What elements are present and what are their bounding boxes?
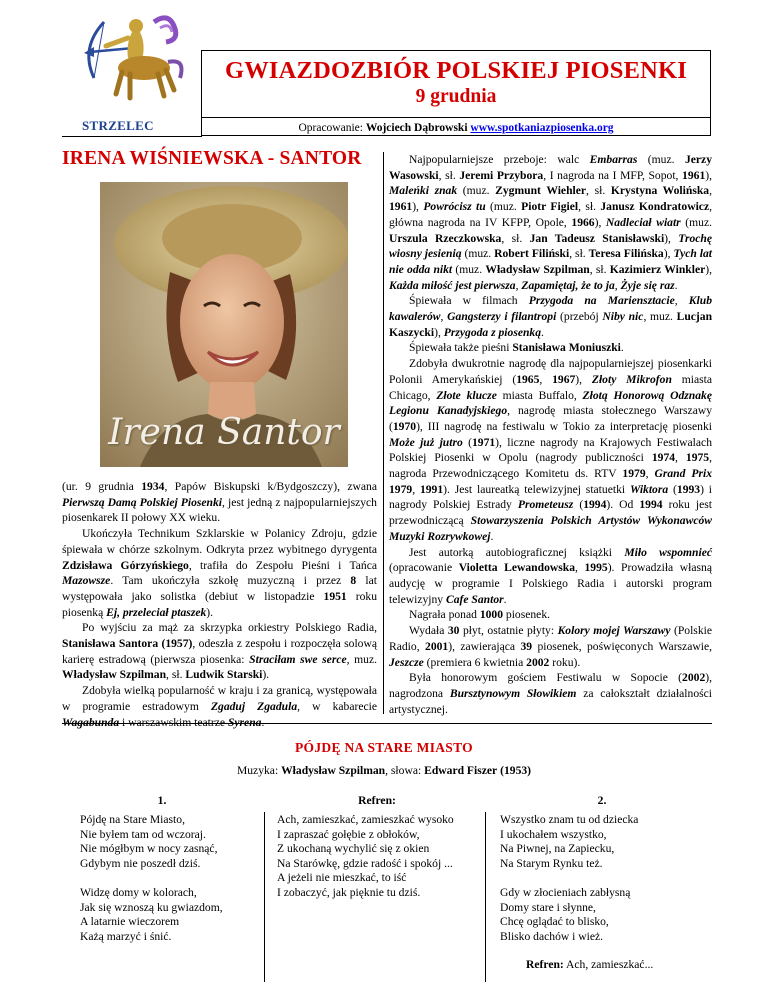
bio-paragraph: Wydała 30 płyt, ostatnie płyty: Kolory mojej Warszawy (Polskie Radio, 2001), zawierająca 39 piosenek, poświęconych Warszawie, Jeszcze (premiera 6 kwietnia 2002 roku). bbox=[389, 624, 712, 669]
page-date: 9 grudnia bbox=[415, 86, 497, 107]
bio-paragraph: Zdobyła wielką popularność w kraju i za granicą, występowała w programie estradowym Zgaduj Zgadula, w kabarecie Wagabunda i warszawskim teatrze Syrena. bbox=[62, 684, 377, 729]
lyric-line: Na Piwnej, na Zapiecku, bbox=[500, 842, 615, 856]
lyric-line: Ach, zamieszkać, zamieszkać wysoko bbox=[277, 813, 454, 826]
sagittarius-emblem-icon bbox=[76, 8, 188, 108]
bio-paragraph: Ukończyła Technikum Szklarskie w Polanicy Zdroju, gdzie śpiewała w chórze szkolnym. Odkryta przez wybitnego dyrygenta Zdzisława Górzyńskiego, trafiła do Zespołu Pieśni i Tańca Mazowsze. Tam ukończyła szkołę muzyczną i przez 8 lat występowała jako solistka (debiut w listopadzie 1951 roku piosenką Ej, przeleciał ptaszek). bbox=[62, 527, 377, 619]
lyric-line: Domy stare i słynne, bbox=[500, 900, 596, 914]
music-label: Muzyka: bbox=[236, 764, 282, 777]
bio-paragraph: Nagrała ponad 1000 piosenek. bbox=[409, 608, 551, 622]
verse2-heading: 2. bbox=[597, 794, 607, 807]
lyric-line: I zapraszać gołębie z obłoków, bbox=[277, 827, 420, 841]
bio-paragraph: Najpopularniejsze przeboje: walc Embarras (muz. Jerzy Wasowski, sł. Jeremi Przybora, I nagroda na I MFP, Sopot, 1961), Maleńki znak (muz. Zygmunt Wiehler, sł. Krystyna Wolińska, 1961), Powrócisz tu (muz. Piotr Figiel, sł. Janusz Kondratowicz, główna nagroda na IV KFPP, Opole, 1966), Nadleciał wiatr (muz. Urszula Rzeczkowska, sł. Jan Tadeusz Stanisławski), Trochę wiosny jesienią (muz. Robert Filiński, sł. Teresa Filińska), Tych lat nie odda nikt (muz. Władysław Szpilman, sł. Kazimierz Winkler), Każda miłość jest pierwsza, Zapamiętaj, że to ja, Żyje się raz. bbox=[389, 153, 713, 292]
lyric-line: I zobaczyć, jak pięknie tu dziś. bbox=[277, 885, 421, 899]
verse1-heading: 1. bbox=[157, 794, 167, 807]
composer-name: Władysław Szpilman bbox=[281, 764, 386, 777]
verse1-stanza-a bbox=[80, 813, 217, 871]
lyric-line: Z ukochaną wychylić się z okien bbox=[277, 842, 430, 856]
header-divider bbox=[202, 117, 710, 118]
bio-paragraph: (ur. 9 grudnia 1934, Papów Biskupski k/Bydgoszczy), zwana Pierwszą Damą Polskiej Piosenki, jest jedną z najpopularniejszych piosenkarek II połowy XX wieku. bbox=[62, 480, 377, 525]
lyric-line: Chcę oglądać to blisko, bbox=[500, 915, 609, 929]
bio-paragraph: Była honorowym gościem Festiwalu w Sopocie (2002), nagrodzona Bursztynowym Słowikiem za całokształt działalności artystycznej. bbox=[389, 671, 713, 716]
website-link[interactable]: www.spotkaniazpiosenka.org bbox=[470, 122, 614, 134]
lyric-line: Każą marzyć i śnić. bbox=[80, 929, 172, 943]
lyric-line: A latarnie wieczorem bbox=[80, 915, 180, 929]
credit-prefix: Opracowanie: bbox=[298, 122, 366, 134]
lyric-line: Na Starym Rynku też. bbox=[500, 856, 603, 870]
bio-paragraph: Śpiewała w filmach Przygoda na Mariensztacie, Klub kawalerów, Gangsterzy i filantropi (przebój Niby nic, muz. Lucjan Kaszycki), Przygoda z piosenką. bbox=[389, 294, 713, 339]
bio-paragraph: Zdobyła dwukrotnie nagrodę dla najpopularniejszej piosenkarki Polonii Amerykańskiej (1965, 1967), Złoty Mikrofon miasta Chicago, Złote klucze miasta Buffalo, Złotą Honorową Odznakę Legionu Kanadyjskiego, nagrodę miasta stołecznego Warszawy (1970), III nagrodę na festiwalu w Tokio za interpretację piosenki Może już jutro (1971), liczne nagrody na Krajowych Festiwalach Polskiej Piosenki w Opolu (nagrody publiczności 1974, 1975, nagroda Przewodniczącego Komitetu ds. RTV 1979, Grand Prix 1979, 1991). Jest laureatką telewizyjnej statuetki Wiktora (1993) i nagrody Polskiej Estrady Prometeusz (1994). Od 1994 roku jest przewodniczącą Stowarzyszenia Polskich Artystów Wykonawców Muzyki Rozrywkowej. bbox=[389, 357, 713, 543]
lyrics-label: , słowa: bbox=[385, 764, 425, 777]
song-title: PÓJDĘ NA STARE MIASTO bbox=[295, 740, 473, 755]
photo-caption: Irena Santor bbox=[108, 412, 340, 453]
column-divider bbox=[383, 152, 384, 714]
lyric-line: Widzę domy w kolorach, bbox=[80, 886, 197, 899]
refrain-heading: Refren: bbox=[358, 794, 396, 807]
biography-right-column bbox=[389, 152, 712, 717]
page-title: GWIAZDOZBIÓR POLSKIEJ PIOSENKI bbox=[224, 57, 688, 84]
lyric-line: Nie byłem tam od wczoraj. bbox=[80, 827, 206, 841]
song-year: (1953) bbox=[500, 764, 532, 777]
lyric-line: Blisko dachów i wież. bbox=[500, 929, 604, 943]
lyric-line: Gdy w złocieniach zabłysną bbox=[500, 886, 631, 899]
lyric-line: Na Starówkę, gdzie radość i spokój ... bbox=[277, 856, 453, 870]
biography-left-column bbox=[62, 479, 377, 730]
lyric-line: Jak się wznoszą ku gwiazdom, bbox=[80, 900, 223, 914]
artist-name: IRENA WIŚNIEWSKA - SANTOR bbox=[62, 148, 362, 169]
refrain-repeat-label: Refren: bbox=[526, 958, 564, 971]
bio-paragraph: Po wyjściu za mąż za skrzypka orkiestry Polskiego Radia, Stanisława Santora (1957), odeszła z zespołu i rozpoczęła solową karierę estradową (pierwsza piosenka: Straciłam swe serce, muz. Władysław Szpilman, sł. Ludwik Starski). bbox=[62, 621, 378, 682]
credit-author: Wojciech Dąbrowski bbox=[365, 122, 468, 134]
song-credit bbox=[0, 764, 768, 777]
lyric-line: Gdybym nie poszedł dziś. bbox=[80, 856, 201, 870]
header-credit bbox=[202, 121, 710, 135]
verse-divider bbox=[264, 812, 265, 982]
bio-paragraph: Jest autorką autobiograficznej książki Miło wspomnieć (opracowanie Violetta Lewandowska, 1995). Prowadziła własną audycję w programie I Polskiego Radia i autorski program telewizyjny Cafe Santor. bbox=[389, 545, 712, 606]
lyricist-name: Edward Fiszer bbox=[424, 764, 498, 777]
lyric-line: Wszystko znam tu od dziecka bbox=[500, 813, 639, 826]
zodiac-divider bbox=[62, 136, 202, 137]
lyric-line: A jeżeli nie mieszkać, to iść bbox=[277, 871, 407, 885]
lyric-line: Nie mógłbym w nocy zasnąć, bbox=[80, 842, 218, 856]
verse2-stanza-b bbox=[500, 886, 630, 944]
header-box bbox=[201, 50, 711, 136]
bio-paragraph: Śpiewała także pieśni Stanisława Moniuszki. bbox=[409, 341, 624, 355]
section-divider bbox=[62, 723, 712, 724]
verse1-stanza-b bbox=[80, 886, 223, 944]
refrain-repeat bbox=[526, 958, 653, 971]
zodiac-sign-label: STRZELEC bbox=[82, 118, 154, 133]
artist-photo bbox=[100, 182, 348, 467]
refrain-stanza bbox=[277, 813, 454, 901]
lyric-line: Pójdę na Stare Miasto, bbox=[80, 813, 185, 826]
verse2-stanza-a bbox=[500, 813, 638, 871]
verse-divider bbox=[485, 812, 486, 982]
refrain-repeat-text: Ach, zamieszkać... bbox=[563, 958, 654, 971]
lyric-line: I ukochałem wszystko, bbox=[500, 827, 607, 841]
